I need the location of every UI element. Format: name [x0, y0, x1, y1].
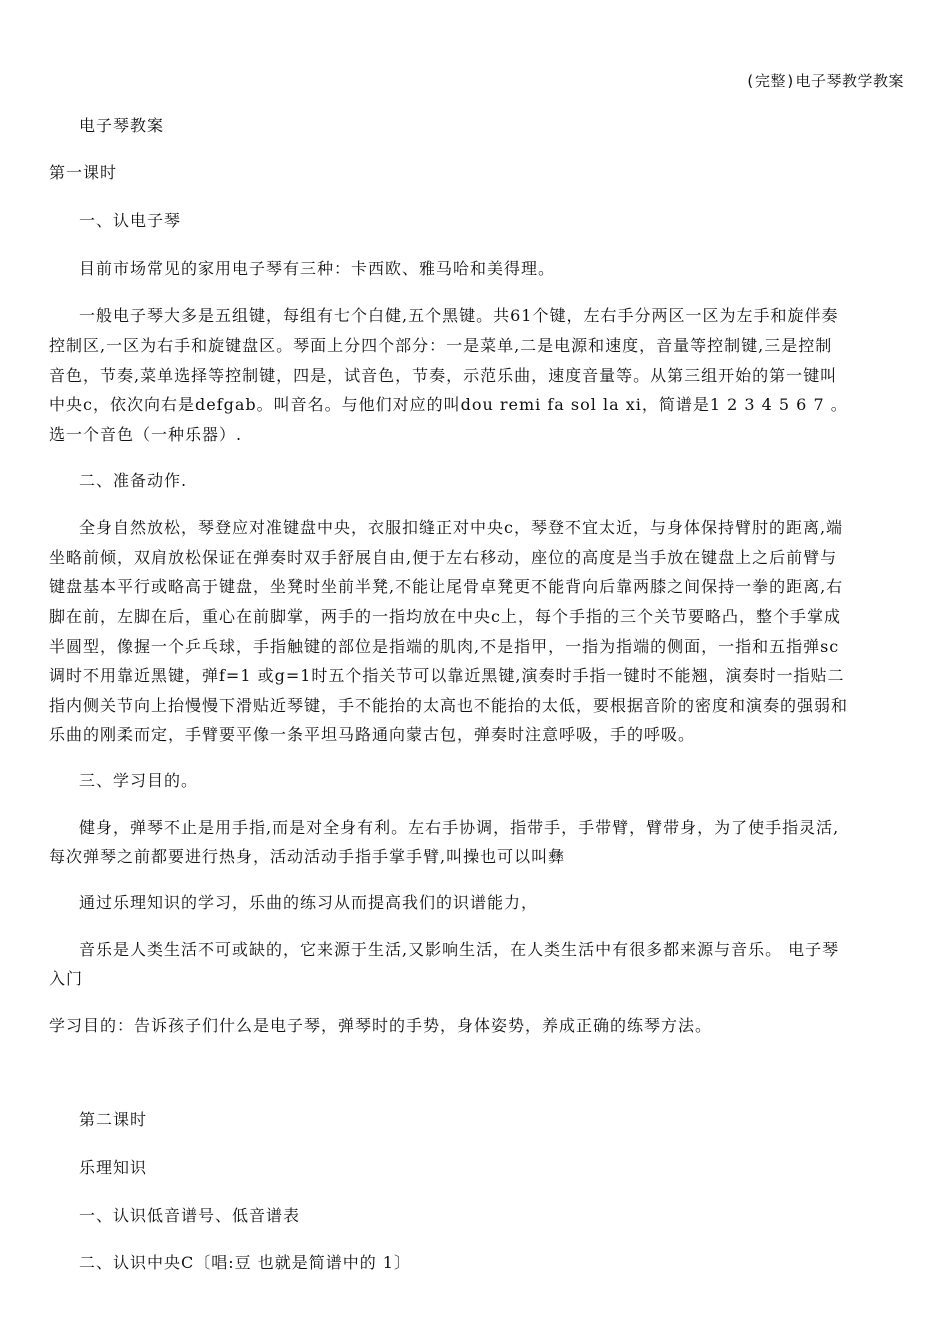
paragraph-6-line: 入门 — [49, 969, 84, 988]
paragraph-3-line: 键盘基本平行或略高于键盘，坐凳时坐前半凳,不能让尾骨卓凳更不能背向后靠两膝之间保持一拳的距离,右 — [49, 577, 844, 596]
paragraph-4-line: 健身，弹琴不止是用手指,而是对全身有利。左右手协调，指带手，手带臂，臂带身，为了使手指灵活, — [79, 818, 840, 837]
paragraph-4-line: 每次弹琴之前都要进行热身，活动活动手指手掌手臂,叫操也可以叫彝 — [49, 847, 566, 866]
paragraph-3-line: 指内侧关节向上抬慢慢下滑贴近琴键，手不能抬的太高也不能抬的太低，要根据音阶的密度和演奏的强弱和 — [49, 696, 849, 715]
running-header: (完整)电子琴教学教案 — [745, 72, 904, 90]
section3-heading: 三、学习目的。 — [79, 771, 199, 790]
paragraph-3-line: 全身自然放松，琴登应对准键盘中央，衣服扣缝正对中央c，琴登不宜太近，与身体保持臂肘的距离,端 — [79, 518, 844, 537]
paragraph-2-line: 一般电子琴大多是五组键，每组有七个白健,五个黑键。共61个键，左右手分两区一区为左手和旋伴奏 — [79, 306, 839, 325]
paragraph-2-line: 控制区,一区为右手和旋键盘区。琴面上分四个部分：一是菜单,二是电源和速度，音量等控制键,三是控制 — [49, 336, 833, 355]
paragraph-6-line: 音乐是人类生活不可或缺的，它来源于生活,又影响生活，在人类生活中有很多都来源与音乐。 电子琴 — [79, 940, 840, 959]
lesson2-subheading: 乐理知识 — [79, 1158, 148, 1177]
paragraph-7: 学习目的：告诉孩子们什么是电子琴，弹琴时的手势，身体姿势，养成正确的练琴方法。 — [49, 1016, 713, 1035]
section2-heading: 二、准备动作. — [79, 471, 188, 490]
lesson1-heading: 第一课时 — [49, 163, 118, 182]
paragraph-3-line: 半圆型，像握一个乒乓球，手指触键的部位是指端的肌肉,不是指甲，一指为指端的侧面，一指和五指弹sc — [49, 637, 840, 656]
paragraph-3-line: 脚在前，左脚在后，重心在前脚掌，两手的一指均放在中央c上，每个手指的三个关节要略凸，整个手掌成 — [49, 607, 841, 626]
section1-heading: 一、认电子琴 — [79, 211, 182, 230]
paragraph-5: 通过乐理知识的学习，乐曲的练习从而提高我们的识谱能力， — [79, 893, 539, 912]
paragraph-3-line: 乐曲的刚柔而定，手臂要平像一条平坦马路通向蒙古包，弹奏时注意呼吸，手的呼吸。 — [49, 725, 696, 744]
paragraph-1: 目前市场常见的家用电子琴有三种：卡西欧、雅马哈和美得理。 — [79, 259, 556, 278]
lesson2-heading: 第二课时 — [79, 1110, 148, 1129]
lesson2-item-1: 一、认识低音谱号、低音谱表 — [79, 1206, 301, 1225]
document-title: 电子琴教案 — [79, 116, 165, 135]
paragraph-2-line: 选一个音色（一种乐器）. — [49, 425, 243, 444]
paragraph-2-line: 中央c，依次向右是defgab。叫音名。与他们对应的叫dou remi fa sol la xi，简谱是1 2 3 4 5 6 7 。 — [49, 395, 848, 414]
lesson2-item-2: 二、认识中央C〔唱:豆 也就是简谱中的 1〕 — [79, 1253, 411, 1272]
paragraph-3-line: 调时不用靠近黑键，弹f=1 或g=1时五个指关节可以靠近黑键,演奏时手指一键时不能翘，演奏时一指贴二 — [49, 666, 845, 685]
paragraph-2-line: 音色，节奏,菜单选择等控制键，四是，试音色，节奏，示范乐曲，速度音量等。从第三组开始的第一键叫 — [49, 366, 838, 385]
paragraph-3-line: 坐略前倾，双肩放松保证在弹奏时双手舒展自由,便于左右移动，座位的高度是当手放在键盘上之后前臂与 — [49, 548, 838, 567]
